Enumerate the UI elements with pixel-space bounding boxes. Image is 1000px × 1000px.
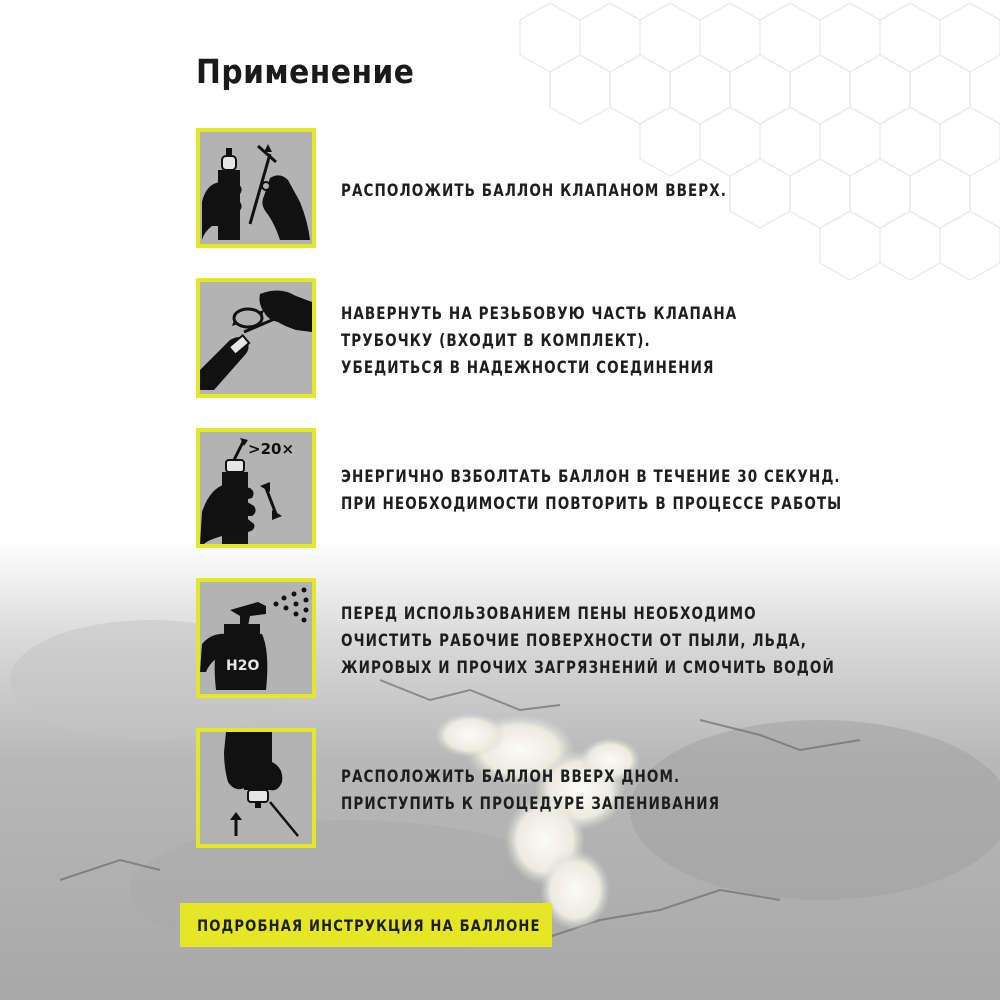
shake-can-icon — [200, 432, 312, 544]
step-4-text — [341, 578, 901, 702]
step-3-text — [341, 428, 901, 552]
can-upside-down-icon — [200, 732, 312, 844]
shake-count-label: >20× — [248, 440, 295, 458]
step-2-line-2: ТРУБОЧКУ (ВХОДИТ В КОМПЛЕКТ). — [341, 330, 651, 350]
hand-can-nozzle-icon — [200, 132, 312, 244]
step-5-text — [341, 728, 901, 852]
step-4-line-2: ОЧИСТИТЬ РАБОЧИЕ ПОВЕРХНОСТИ ОТ ПЫЛИ, ЛЬДА, — [341, 630, 807, 650]
step-4-line-1: ПЕРЕД ИСПОЛЬЗОВАНИЕМ ПЕНЫ НЕОБХОДИМО — [341, 603, 757, 623]
step-3-line-1: ЭНЕРГИЧНО ВЗБОЛТАТЬ БАЛЛОН В ТЕЧЕНИЕ 30 СЕКУНД. — [341, 467, 841, 486]
step-2 — [196, 278, 896, 402]
step-4 — [196, 578, 896, 702]
step-2-line-3: УБЕДИТЬСЯ В НАДЕЖНОСТИ СОЕДИНЕНИЯ — [341, 357, 715, 377]
step-1-line-1: РАСПОЛОЖИТЬ БАЛЛОН КЛАПАНОМ ВВЕРХ. — [341, 180, 727, 200]
step-5-line-2: ПРИСТУПИТЬ К ПРОЦЕДУРЕ ЗАПЕНИВАНИЯ — [341, 794, 721, 813]
water-label: H2O — [226, 658, 260, 674]
step-1 — [196, 128, 896, 252]
step-1-icon-box — [196, 128, 316, 248]
step-5 — [196, 728, 896, 852]
step-4-icon-box — [196, 578, 316, 698]
step-3-line-2: ПРИ НЕОБХОДИМОСТИ ПОВТОРИТЬ В ПРОЦЕССЕ РАБОТЫ — [341, 494, 843, 513]
step-3-icon-box — [196, 428, 316, 548]
step-2-line-1: НАВЕРНУТЬ НА РЕЗЬБОВУЮ ЧАСТЬ КЛАПАНА — [341, 303, 738, 323]
step-1-text — [341, 128, 901, 252]
step-3 — [196, 428, 896, 552]
step-5-icon-box — [196, 728, 316, 848]
instruction-banner-text: ПОДРОБНАЯ ИНСТРУКЦИЯ НА БАЛЛОНЕ — [197, 915, 541, 935]
step-2-icon-box — [196, 278, 316, 398]
water-spray-icon — [200, 582, 312, 694]
screw-tube-icon — [200, 282, 312, 394]
page-title: Применение — [196, 52, 415, 91]
instruction-banner — [180, 903, 552, 947]
step-4-line-3: ЖИРОВЫХ И ПРОЧИХ ЗАГРЯЗНЕНИЙ И СМОЧИТЬ ВОДОЙ — [341, 657, 835, 677]
step-5-line-1: РАСПОЛОЖИТЬ БАЛЛОН ВВЕРХ ДНОМ. — [341, 767, 681, 786]
step-2-text — [341, 278, 901, 402]
